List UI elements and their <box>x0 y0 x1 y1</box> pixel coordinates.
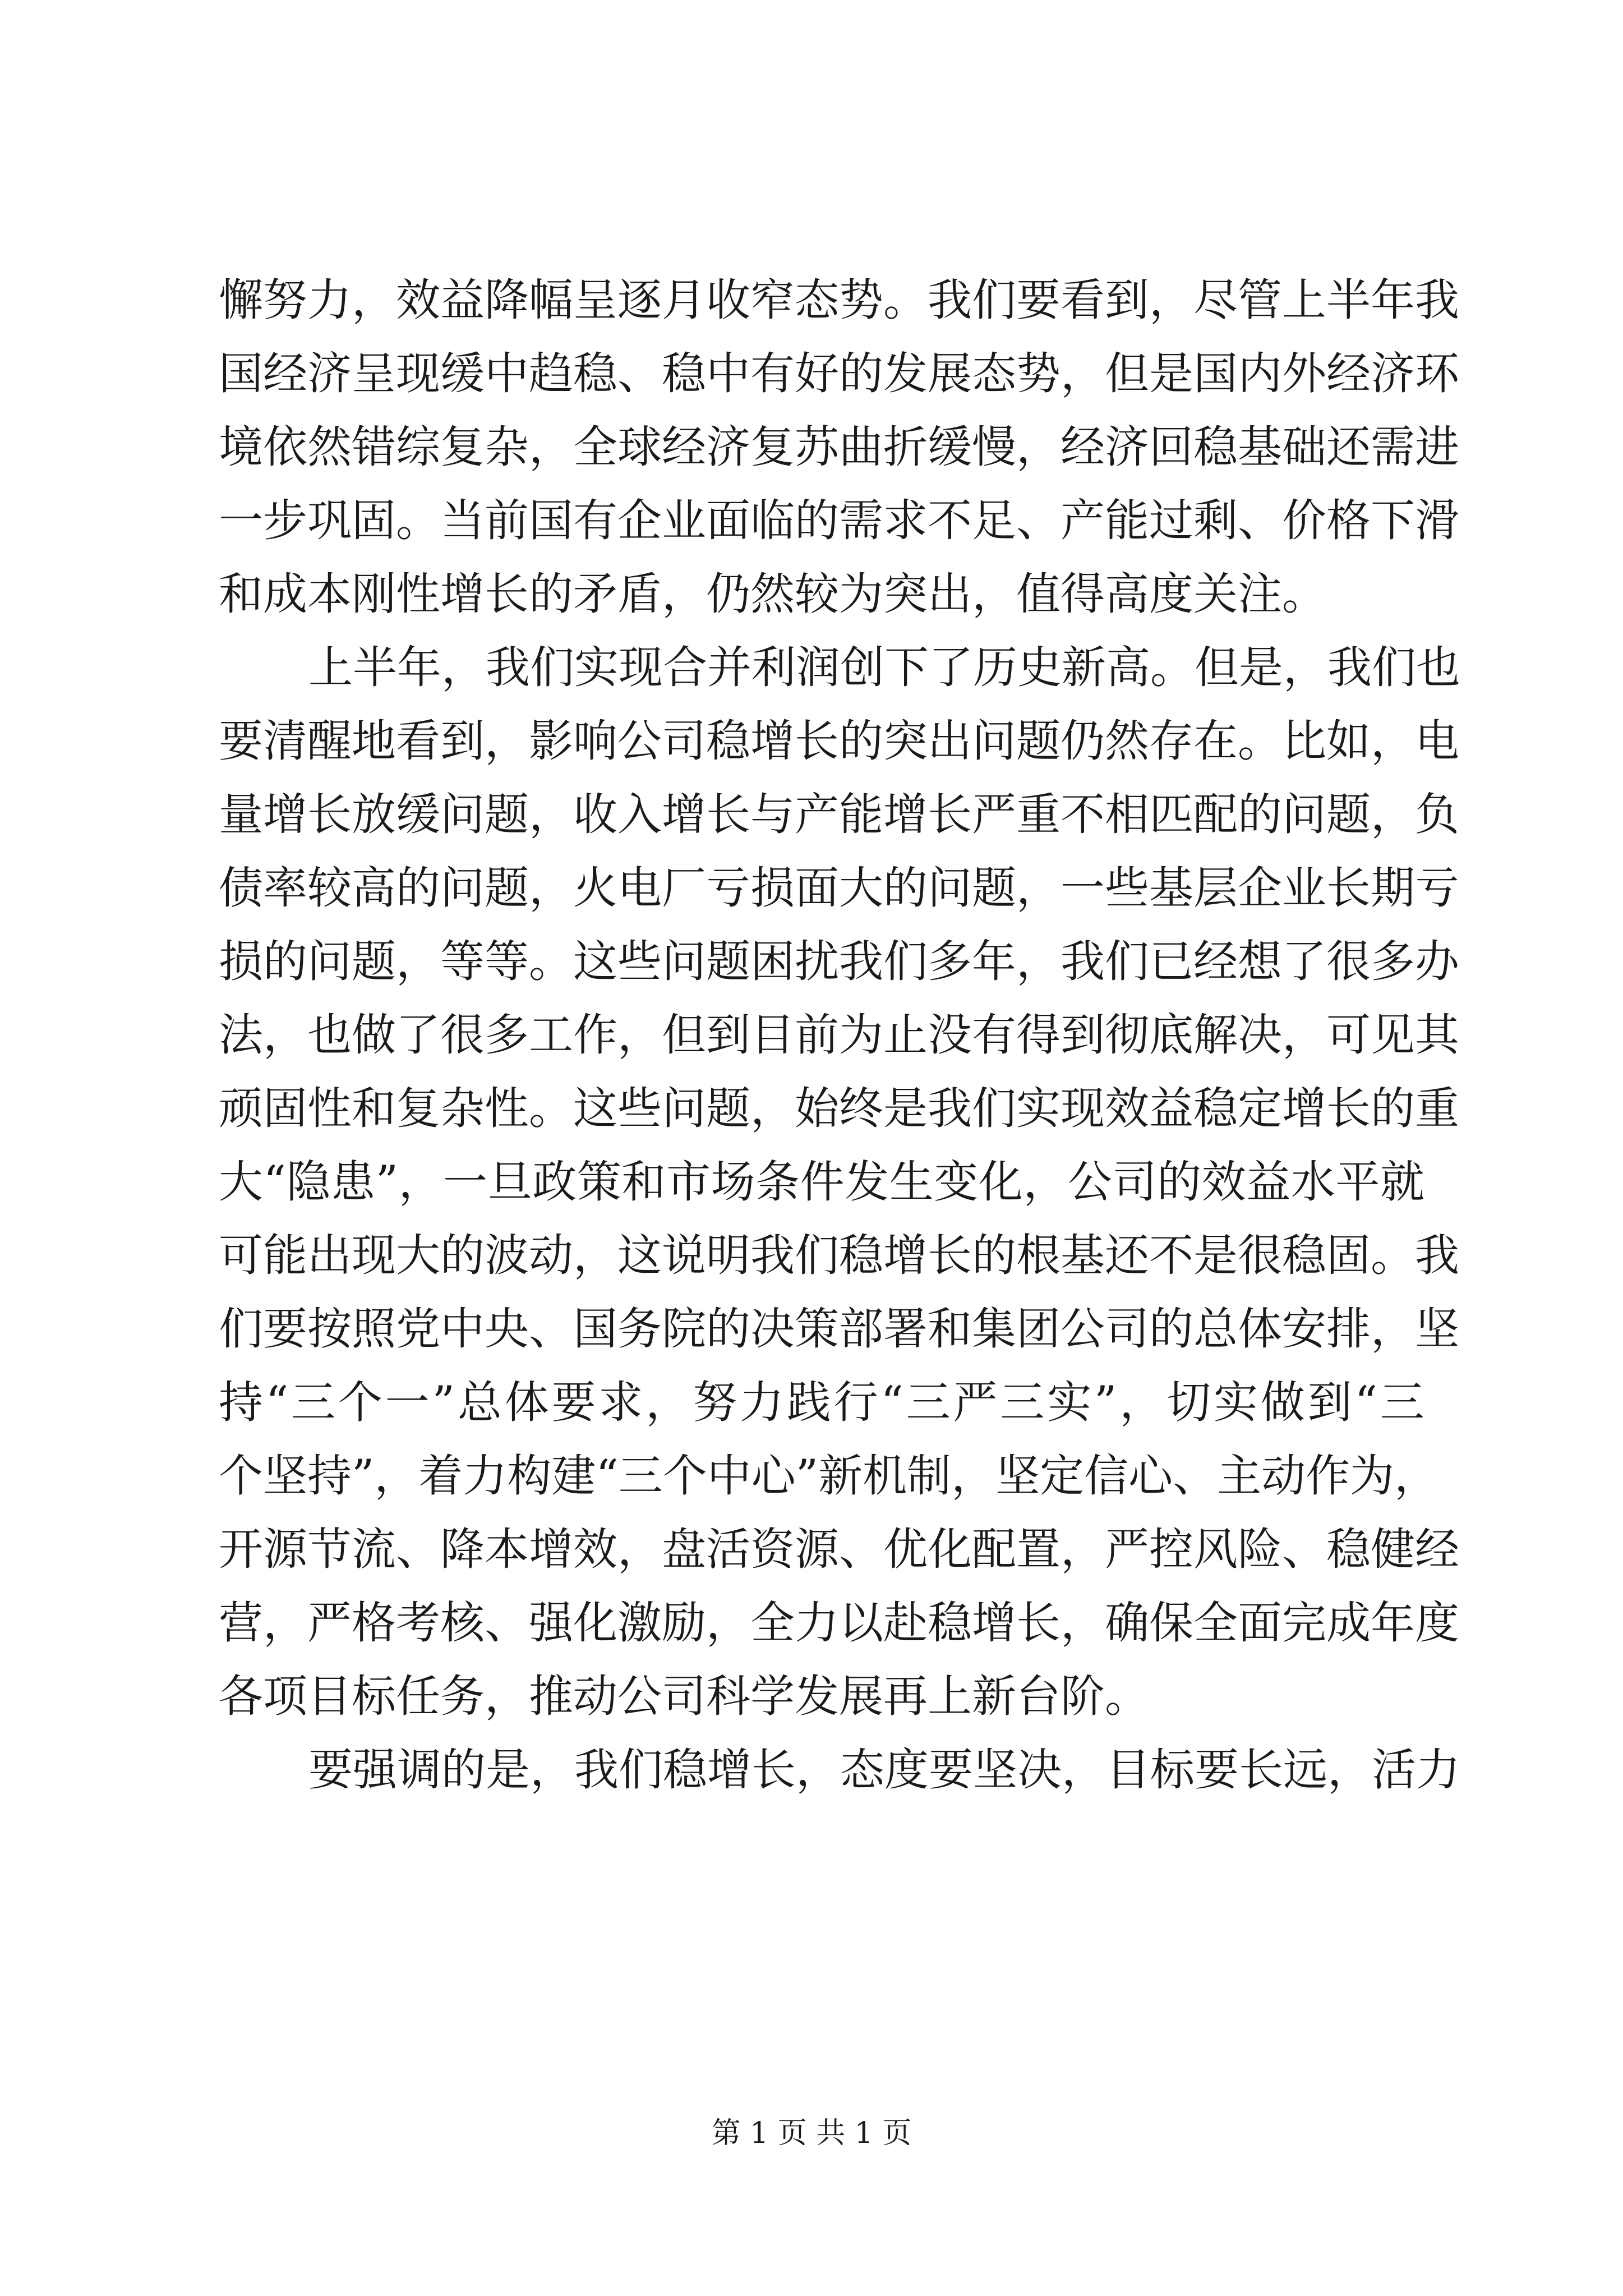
text-line: 们 要 按 照 党 中 央 、 国 务 院 的 决 策 部 署 和 集 团 公 司 的 总 体 安 排 ， 坚 <box>219 1303 1459 1355</box>
text-line: 量 增 长 放 缓 问 题 ， 收 入 增 长 与 产 能 增 长 严 重 不 相 匹 配 的 问 题 ， 负 <box>219 789 1459 840</box>
text-line: 可 能 出 现 大 的 波 动 ， 这 说 明 我 们 稳 增 长 的 根 基 还 不 是 很 稳 固 。 我 <box>219 1230 1459 1281</box>
text-line: 各项目标任务，推动公司科学发展再上新台阶。 <box>219 1671 1149 1722</box>
text-line: 损 的 问 题 ， 等 等 。 这 些 问 题 困 扰 我 们 多 年 ， 我 们 已 经 想 了 很 多 办 <box>219 936 1459 987</box>
text-line: 上 半 年 ， 我 们 实 现 合 并 利 润 创 下 了 历 史 新 高 。 但 是 ， 我 们 也 <box>308 642 1460 693</box>
text-line: 要 清 醒 地 看 到 ， 影 响 公 司 稳 增 长 的 突 出 问 题 仍 然 存 在 。 比 如 ， 电 <box>219 715 1459 767</box>
text-line: 法 ， 也 做 了 很 多 工 作 ， 但 到 目 前 为 止 没 有 得 到 彻 底 解 决 ， 可 见 其 <box>219 1009 1459 1061</box>
text-line: 要 强 调 的 是 ， 我 们 稳 增 长 ， 态 度 要 坚 决 ， 目 标 要 长 远 ， 活 力 <box>308 1744 1460 1796</box>
text-line: 大 “ 隐 患 ” ， 一 旦 政 策 和 市 场 条 件 发 生 变 化 ， 公 司 的 效 益 水 平 就 <box>219 1156 1424 1208</box>
text-line: 国 经 济 呈 现 缓 中 趋 稳 、 稳 中 有 好 的 发 展 态 势 ， 但 是 国 内 外 经 济 环 <box>219 348 1459 399</box>
text-line: 个 坚 持 ” ， 着 力 构 建 “ 三 个 中 心 ” 新 机 制 ， 坚 定 信 心 、 主 动 作 为 ， <box>219 1450 1439 1502</box>
text-line: 债 率 较 高 的 问 题 ， 火 电 厂 亏 损 面 大 的 问 题 ， 一 些 基 层 企 业 长 期 亏 <box>219 862 1459 914</box>
text-line: 持 “ 三 个 一 ” 总 体 要 求 ， 努 力 践 行 “ 三 严 三 实 ” ， 切 实 做 到 “ 三 <box>219 1377 1424 1428</box>
text-line: 境 依 然 错 综 复 杂 ， 全 球 经 济 复 苏 曲 折 缓 慢 ， 经 济 回 稳 基 础 还 需 进 <box>219 421 1459 473</box>
text-line: 一 步 巩 固 。 当 前 国 有 企 业 面 临 的 需 求 不 足 、 产 能 过 剩 、 价 格 下 滑 <box>219 495 1459 546</box>
body-text <box>219 264 1460 1807</box>
text-line: 懈 努 力 ， 效 益 降 幅 呈 逐 月 收 窄 态 势 。 我 们 要 看 到 ， 尽 管 上 半 年 我 <box>219 274 1459 326</box>
text-line: 营 ， 严 格 考 核 、 强 化 激 励 ， 全 力 以 赴 稳 增 长 ， 确 保 全 面 完 成 年 度 <box>219 1597 1459 1649</box>
page-footer: 第 1 页 共 1 页 <box>711 2116 912 2150</box>
text-line: 和成本刚性增长的矛盾，仍然较为突出，值得高度关注。 <box>219 568 1326 620</box>
text-line: 开 源 节 流 、 降 本 增 效 ， 盘 活 资 源 、 优 化 配 置 ， 严 控 风 险 、 稳 健 经 <box>219 1524 1459 1575</box>
text-line: 顽 固 性 和 复 杂 性 。 这 些 问 题 ， 始 终 是 我 们 实 现 效 益 稳 定 增 长 的 重 <box>219 1083 1459 1134</box>
